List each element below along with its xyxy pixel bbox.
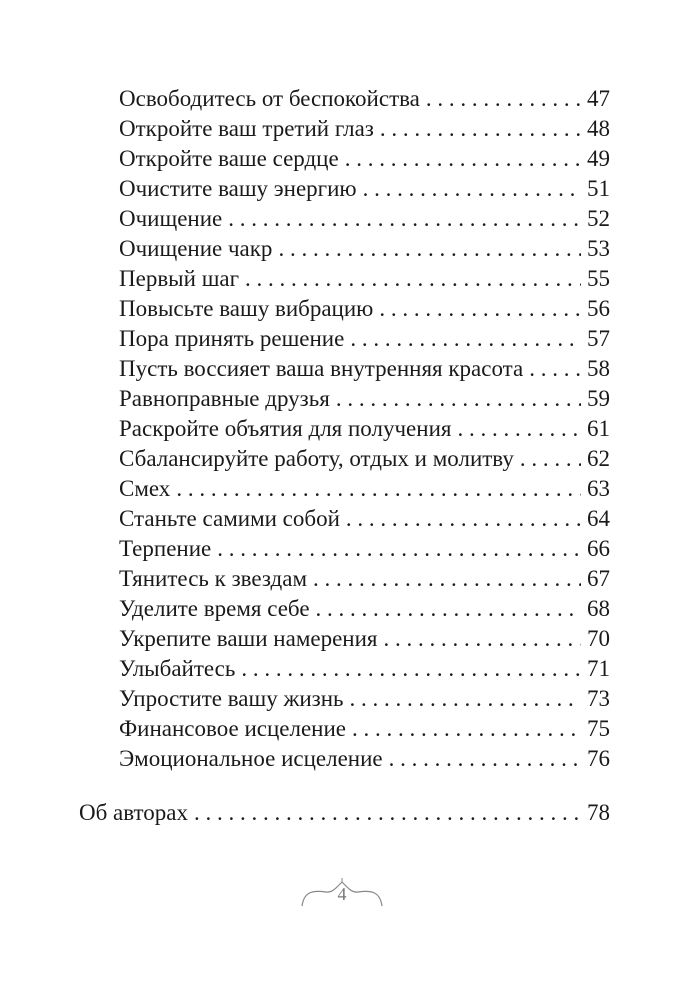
toc-entry-page: 62	[587, 446, 610, 471]
toc-entry-title: Раскройте объятия для получения	[119, 416, 452, 441]
toc-entry	[119, 354, 610, 384]
toc-entry	[119, 324, 610, 354]
toc-entry-title: Откройте ваше сердце	[119, 146, 339, 171]
toc-entry-title: Повысьте вашу вибрацию	[119, 296, 374, 321]
dot-leader	[346, 504, 581, 534]
toc-entry	[119, 204, 610, 234]
toc-entry-page: 67	[587, 566, 610, 591]
toc-entry	[119, 534, 610, 564]
toc-entry-page: 68	[587, 596, 610, 621]
toc-entry-page: 52	[587, 206, 610, 231]
toc-entry	[119, 624, 610, 654]
toc-entry-title: Улыбайтесь	[119, 656, 236, 681]
toc-entry	[119, 474, 610, 504]
dot-leader	[363, 174, 581, 204]
toc-entry	[119, 264, 610, 294]
toc-entry	[119, 294, 610, 324]
toc-entry-title: Уделите время себе	[119, 596, 310, 621]
toc-entry-page: 59	[587, 386, 610, 411]
toc-entry-title: Укрепите ваши намерения	[119, 626, 378, 651]
toc-entry	[119, 144, 610, 174]
toc-entry-page: 75	[587, 716, 610, 741]
toc-entry	[119, 504, 610, 534]
toc-entry-page: 51	[587, 176, 610, 201]
toc-entry-title: Сбалансируйте работу, отдых и молитву	[119, 446, 514, 471]
toc-entry-page: 70	[587, 626, 610, 651]
toc-entry-title: Об авторах	[79, 800, 189, 825]
dot-leader	[389, 744, 581, 774]
dot-leader	[228, 204, 581, 234]
dot-leader	[245, 264, 581, 294]
toc-entry-page: 76	[587, 746, 610, 771]
toc-entry	[119, 414, 610, 444]
toc-entry	[119, 84, 610, 114]
toc-entry-title: Пора принять решение	[119, 326, 345, 351]
toc-entry	[119, 114, 610, 144]
dot-leader	[345, 144, 581, 174]
toc-entry-title: Станьте самими собой	[119, 506, 340, 531]
dot-leader	[457, 414, 581, 444]
page-folio	[290, 876, 394, 916]
dot-leader	[241, 654, 581, 684]
toc-entry-title: Тянитесь к звездам	[119, 566, 308, 591]
toc-entry	[119, 564, 610, 594]
toc-entry	[119, 384, 610, 414]
toc-entry	[119, 174, 610, 204]
dot-leader	[313, 564, 581, 594]
toc-entry-title: Эмоциональное исцеление	[119, 746, 383, 771]
toc-entry-page: 53	[587, 236, 610, 261]
toc-entry	[119, 714, 610, 744]
toc-entry-title: Очищение	[119, 206, 223, 231]
toc-entry-title: Терпение	[119, 536, 212, 561]
toc-entry-page: 56	[587, 296, 610, 321]
toc-entry	[119, 654, 610, 684]
toc-entry-page: 78	[587, 800, 610, 825]
toc-entry-page: 64	[587, 506, 610, 531]
toc-entry-title: Финансовое исцеление	[119, 716, 347, 741]
toc-entry-page: 63	[587, 476, 610, 501]
toc-entry	[119, 234, 610, 264]
toc-entry	[119, 684, 610, 714]
dot-leader	[176, 474, 581, 504]
dot-leader	[217, 534, 581, 564]
toc-entry-title: Очистите вашу энергию	[119, 176, 357, 201]
toc-entry-title: Первый шаг	[119, 266, 240, 291]
toc-entry	[119, 444, 610, 474]
toc-entry-page: 71	[587, 656, 610, 681]
dot-leader	[426, 84, 581, 114]
dot-leader	[350, 684, 581, 714]
toc-entry-page: 66	[587, 536, 610, 561]
dot-leader	[194, 798, 581, 828]
page-number: 4	[337, 884, 347, 904]
toc-entry-title: Откройте ваш третий глаз	[119, 116, 374, 141]
dot-leader	[380, 114, 581, 144]
toc-entry-title: Смех	[119, 476, 171, 501]
dot-leader	[384, 624, 582, 654]
toc-entry	[119, 744, 610, 774]
toc-entry-page: 49	[587, 146, 610, 171]
toc-entry-page: 57	[587, 326, 610, 351]
dot-leader	[336, 384, 581, 414]
toc-entry-title: Равноправные друзья	[119, 386, 330, 411]
toc-entry	[119, 594, 610, 624]
dot-leader	[520, 444, 581, 474]
toc-entry-page: 61	[587, 416, 610, 441]
toc-entry-title: Очищение чакр	[119, 236, 273, 261]
toc-entry-page: 73	[587, 686, 610, 711]
dot-leader	[350, 324, 581, 354]
dot-leader	[529, 354, 581, 384]
toc-entry-title: Пусть воссияет ваша внутренняя красота	[119, 356, 524, 381]
toc-entry-page: 58	[587, 356, 610, 381]
toc-entry-page: 47	[587, 86, 610, 111]
toc-entry-page: 55	[587, 266, 610, 291]
dot-leader	[316, 594, 581, 624]
toc-entry-page: 48	[587, 116, 610, 141]
toc-entry-about-authors	[79, 798, 610, 828]
dot-leader	[379, 294, 581, 324]
toc-entry-title: Упростите вашу жизнь	[119, 686, 344, 711]
dot-leader	[352, 714, 581, 744]
toc-entry-title: Освободитесь от беспокойства	[119, 86, 420, 111]
dot-leader	[278, 234, 581, 264]
